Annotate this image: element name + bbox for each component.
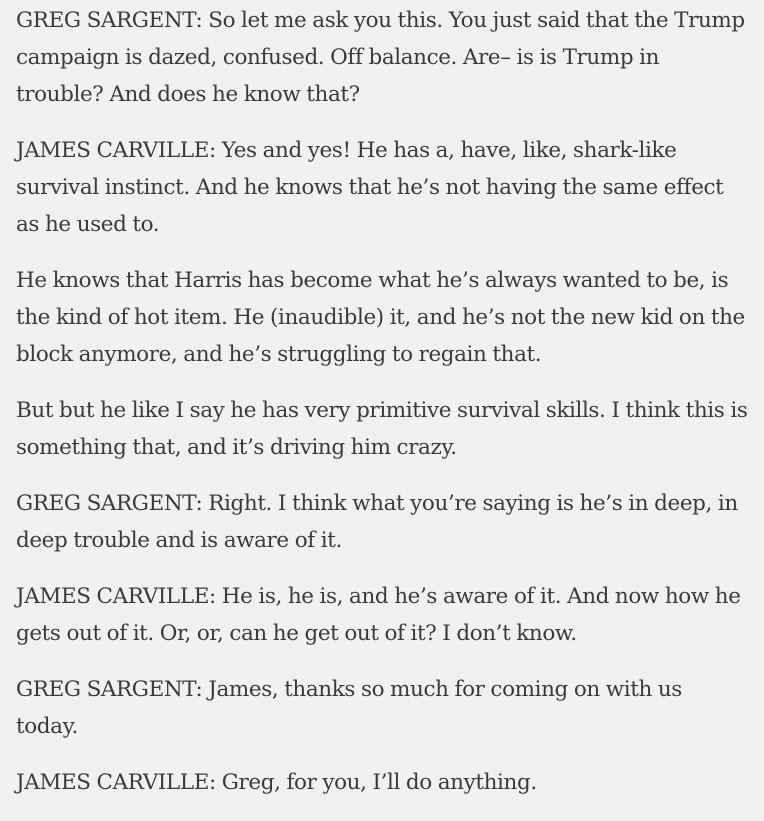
transcript-paragraph: GREG SARGENT: James, thanks so much for coming on with us today. [16, 677, 682, 739]
transcript-paragraph: JAMES CARVILLE: Greg, for you, I’ll do anything. [16, 770, 537, 795]
transcript-paragraph: JAMES CARVILLE: He is, he is, and he’s aware of it. And now how he gets out of it. Or, or, can he get out of it? I don’t know. [16, 584, 741, 646]
transcript-paragraph: GREG SARGENT: Right. I think what you’re saying is he’s in deep, in deep trouble and is aware of it. [16, 491, 738, 553]
transcript-paragraph: GREG SARGENT: So let me ask you this. You just said that the Trump campaign is dazed, confused. Off balance. Are– is is Trump in trouble? And does he know that? [16, 8, 745, 107]
transcript-paragraph: But but he like I say he has very primitive survival skills. I think this is something that, and it’s driving him crazy. [16, 398, 748, 460]
transcript-paragraph: He knows that Harris has become what he’s always wanted to be, is the kind of hot item. He (inaudible) it, and he’s not the new kid on the block anymore, and he’s struggling to regain that. [16, 268, 745, 367]
transcript-paragraph: JAMES CARVILLE: Yes and yes! He has a, have, like, shark-like survival instinct. And he knows that he’s not having the same effect as he used to. [16, 138, 724, 237]
